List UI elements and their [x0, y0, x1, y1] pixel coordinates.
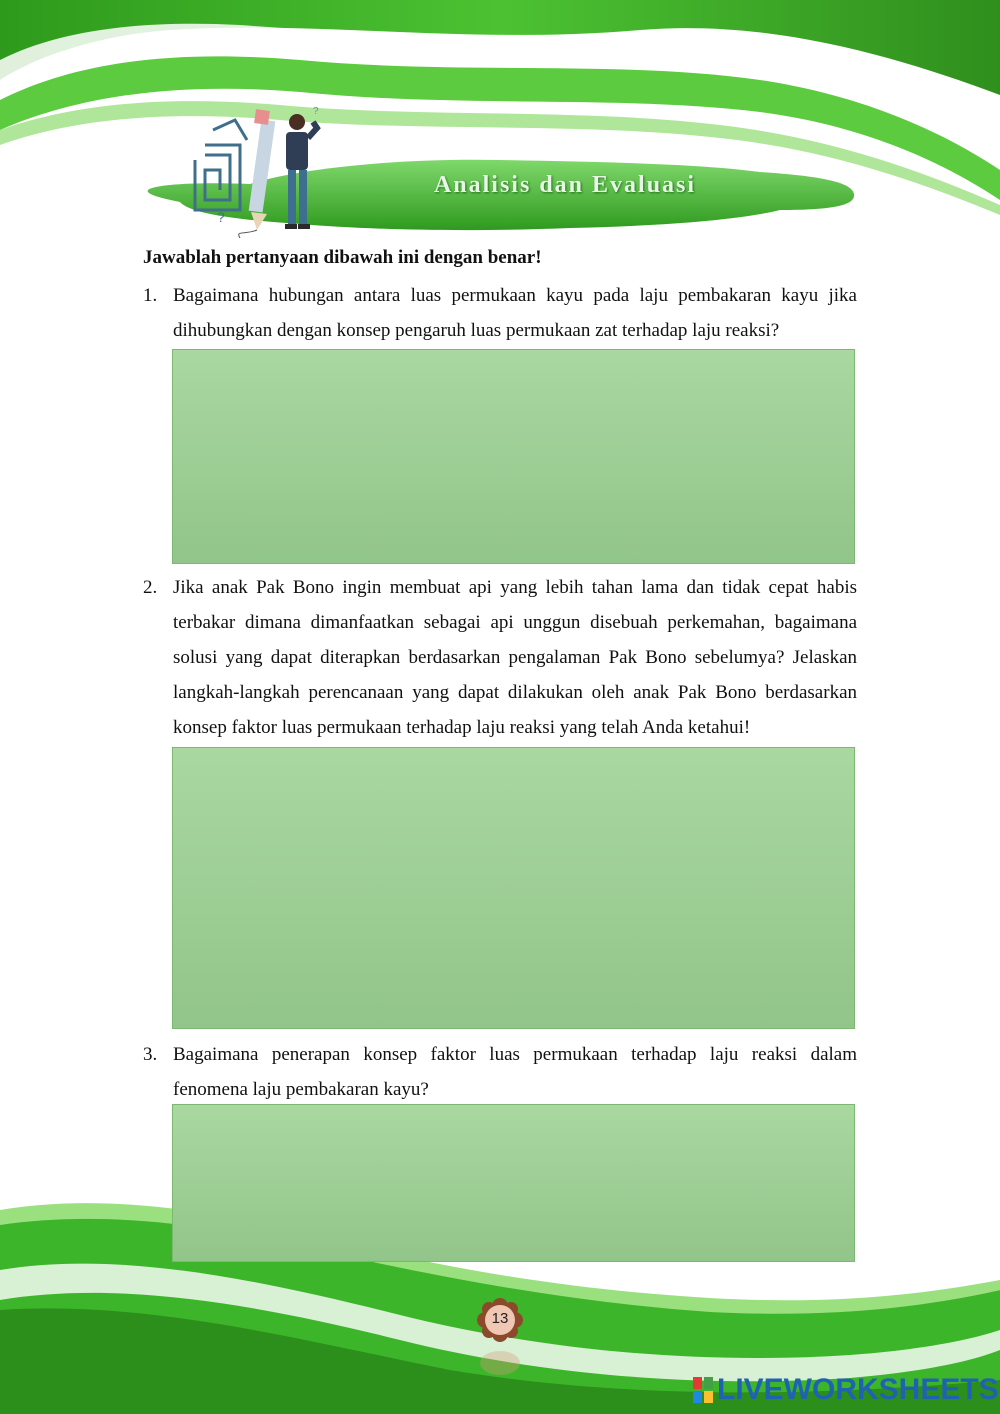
page-number-badge — [473, 1298, 527, 1342]
thinking-person-icon — [285, 114, 317, 229]
liveworksheets-brand[interactable] — [692, 1372, 999, 1408]
page-badge-reflection — [478, 1348, 522, 1378]
maze-pencil-thinking-person-illustration — [185, 100, 335, 240]
answer-box-2[interactable] — [172, 747, 855, 1029]
answer-box-1[interactable] — [172, 349, 855, 564]
page-number: 13 — [491, 1310, 509, 1327]
question-2 — [143, 570, 857, 745]
question-number: 3. — [143, 1044, 158, 1065]
question-text: Bagaimana penerapan konsep faktor luas permukaan terhadap laju reaksi dalam fenomena laju pembakaran kayu? — [173, 1044, 857, 1100]
pencil-icon — [249, 109, 276, 230]
question-text: Jika anak Pak Bono ingin membuat api yang lebih tahan lama dan tidak cepat habis terbakar dimana dimanfaatkan sebagai api unggun disebuah perkemahan, bagaimana solusi yang dapat diterapkan berdasarkan pengalaman Pak Bono sebelumya? Jelaskan langkah-langkah perencanaan yang dapat dilakukan oleh anak Pak Bono berdasarkan konsep faktor luas permukaan terhadap laju reaksi yang telah Anda ketahui! — [173, 577, 857, 738]
maze-icon — [195, 120, 247, 210]
question-number: 1. — [143, 285, 158, 306]
question-text: Bagaimana hubungan antara luas permukaan kayu pada laju pembakaran kayu jika dihubungkan dengan konsep pengaruh luas permukaan zat terhadap laju reaksi? — [173, 285, 857, 341]
svg-text:?: ? — [217, 209, 225, 225]
question-3 — [143, 1037, 857, 1107]
svg-text:?: ? — [313, 106, 319, 117]
liveworksheets-logo-icon — [692, 1375, 714, 1405]
question-1 — [143, 278, 857, 348]
liveworksheets-label: LIVEWORKSHEETS — [717, 1373, 999, 1406]
section-title: Analisis dan Evaluasi — [433, 172, 697, 198]
question-number: 2. — [143, 577, 158, 598]
instruction-text: Jawablah pertanyaan dibawah ini dengan benar! — [143, 247, 542, 268]
answer-box-3[interactable] — [172, 1104, 855, 1262]
